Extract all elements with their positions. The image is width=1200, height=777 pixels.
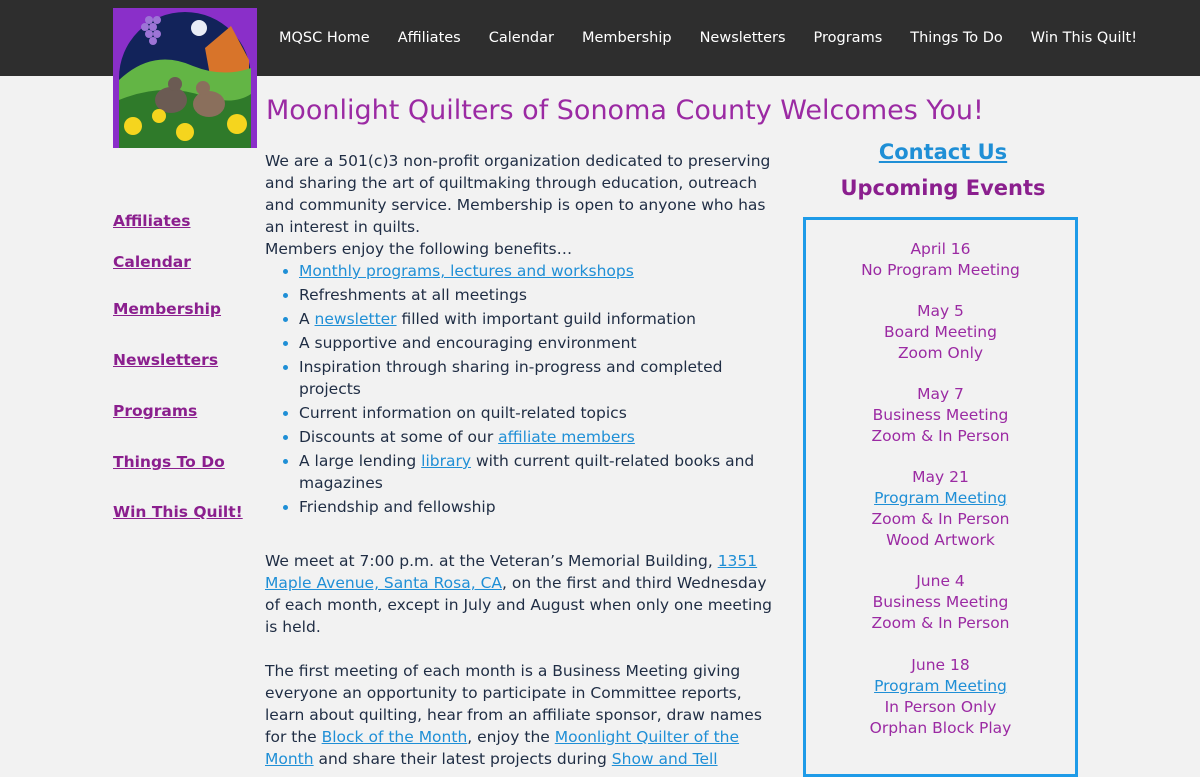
- nav-calendar[interactable]: Calendar: [488, 30, 554, 46]
- programs-link[interactable]: Monthly programs, lectures and workshops: [299, 262, 634, 280]
- list-item: • A supportive and encouraging environment: [299, 332, 785, 354]
- program-meeting-link[interactable]: Program Meeting: [874, 489, 1007, 507]
- show-and-tell-link[interactable]: Show and Tell: [611, 750, 718, 768]
- affiliate-members-link[interactable]: affiliate members: [498, 428, 635, 446]
- program-meeting-link[interactable]: Program Meeting: [874, 677, 1007, 695]
- sidebar-item-win-this-quilt[interactable]: Win This Quilt!: [113, 503, 243, 521]
- upcoming-events-heading: Upcoming Events: [840, 176, 1046, 200]
- meeting-paragraph: We meet at 7:00 p.m. at the Veteran’s Memorial Building, 1351 Maple Avenue, Santa Rosa, CA, on the first and third Wednesday of each month, except in July and August when only one meeting is held.: [265, 552, 773, 636]
- nav-newsletters[interactable]: Newsletters: [699, 30, 786, 46]
- benefits-lead: Members enjoy the following benefits…: [265, 240, 573, 258]
- page-title: Moonlight Quilters of Sonoma County Welcomes You!: [266, 95, 984, 126]
- sidebar-item-membership[interactable]: Membership: [113, 300, 222, 318]
- event-item: May 7 Business Meeting Zoom & In Person: [871, 385, 1010, 445]
- list-item: • Friendship and fellowship: [299, 496, 785, 518]
- event-item: April 16 No Program Meeting: [861, 240, 1020, 279]
- nav-affiliates[interactable]: Affiliates: [397, 30, 461, 46]
- sidebar-item-newsletters[interactable]: Newsletters: [113, 351, 219, 369]
- list-item: • Refreshments at all meetings: [299, 284, 785, 306]
- main-nav: [265, 0, 1151, 76]
- newsletter-link[interactable]: newsletter: [314, 310, 397, 328]
- nav-membership[interactable]: Membership: [581, 30, 672, 46]
- site-logo[interactable]: [113, 8, 257, 148]
- address-link[interactable]: 1351 Maple Avenue, Santa Rosa, CA: [265, 552, 758, 592]
- event-item: June 4 Business Meeting Zoom & In Person: [871, 572, 1010, 632]
- contact-us-link[interactable]: Contact Us: [878, 140, 1008, 164]
- nav-programs[interactable]: Programs: [813, 30, 883, 46]
- nav-win-this-quilt[interactable]: Win This Quilt!: [1030, 30, 1138, 46]
- nav-mqsc-home[interactable]: MQSC Home: [279, 30, 370, 46]
- event-item: May 21 Program Meeting Zoom & In Person Wood Artwork: [871, 468, 1010, 549]
- block-of-the-month-link[interactable]: Block of the Month: [321, 728, 468, 746]
- list-item: • Inspiration through sharing in-progress and completed projects: [299, 356, 785, 400]
- list-item: • A large lending library with current quilt-related books and magazines: [299, 450, 785, 494]
- main-content: [265, 150, 785, 770]
- first-meeting-paragraph: The first meeting of each month is a Business Meeting giving everyone an opportunity to participate in Committee reports, learn about quilting, hear from an affiliate sponsor, draw names for the Block of the Month, enjoy the Moonlight Quilter of the Month and share their latest projects during Show and Tell: [265, 662, 762, 768]
- nav-things-to-do[interactable]: Things To Do: [910, 30, 1003, 46]
- quilter-of-the-month-link[interactable]: Moonlight Quilter of the Month: [265, 728, 740, 768]
- list-item: [299, 260, 785, 282]
- event-item: June 18 Program Meeting In Person Only Orphan Block Play: [869, 656, 1012, 737]
- sidebar-item-things-to-do[interactable]: Things To Do: [113, 453, 225, 471]
- benefits-list: [265, 260, 785, 518]
- events-box: [803, 217, 1078, 777]
- list-item: • Discounts at some of our affiliate members: [299, 426, 785, 448]
- sidebar-item-affiliates[interactable]: Affiliates: [113, 212, 191, 230]
- intro-paragraph: We are a 501(c)3 non-profit organization dedicated to preserving and sharing the art of quiltmaking through education, outreach and community service. Membership is open to anyone who has an interest in quilts.: [265, 152, 771, 236]
- sidebar-item-calendar[interactable]: Calendar: [113, 253, 191, 271]
- list-item: • A newsletter filled with important guild information: [299, 308, 785, 330]
- sidebar-item-programs[interactable]: Programs: [113, 402, 198, 420]
- event-item: May 5 Board Meeting Zoom Only: [884, 302, 997, 362]
- library-link[interactable]: library: [421, 452, 472, 470]
- list-item: • Current information on quilt-related topics: [299, 402, 785, 424]
